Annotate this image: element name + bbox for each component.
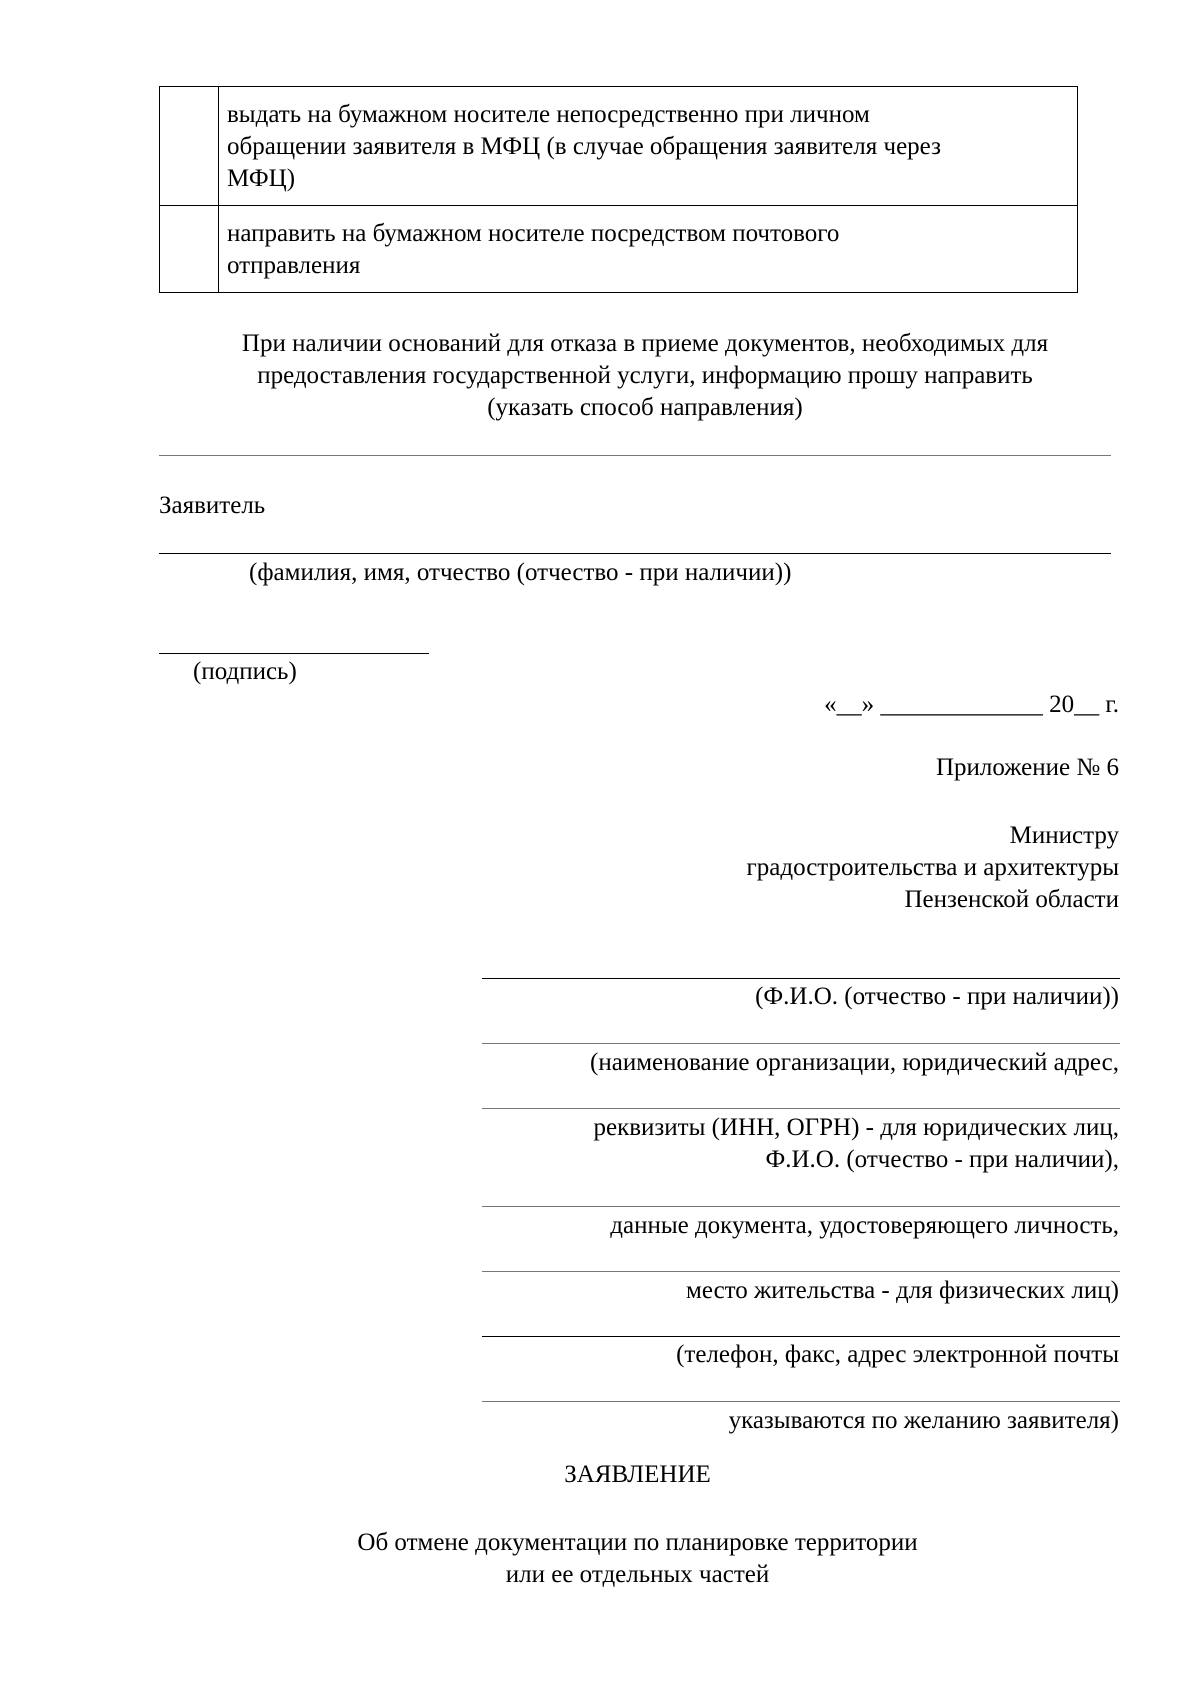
applicant-name-field[interactable] [159,553,1111,554]
delivery-options-table [159,86,1078,293]
identity-document-hint: данные документа, удостоверяющего личность, [610,1212,1119,1239]
requisites-hint: реквизиты (ИНН, ОГРН) - для юридических лиц, [593,1114,1119,1141]
contacts-field[interactable] [482,1336,1120,1337]
refusal-notice-line: При наличии оснований для отказа в приеме документов, необходимых для [241,330,1049,357]
table-row [160,206,1078,293]
optional-contacts-hint: указываются по желанию заявителя) [728,1407,1119,1434]
statement-title: ЗАЯВЛЕНИЕ [564,1461,711,1488]
applicant-label: Заявитель [159,492,266,519]
table-row [160,87,1078,206]
organization-field[interactable] [482,1043,1120,1044]
appendix-title: Приложение № 6 [935,754,1119,781]
signature-field[interactable] [159,653,429,654]
addressee-line: Министру [1009,822,1119,849]
option-text-line: обращении заявителя в МФЦ (в случае обращения заявителя через [227,133,941,160]
contacts-hint: (телефон, факс, адрес электронной почты [676,1341,1119,1368]
applicant-name-hint: (фамилия, имя, отчество (отчество - при наличии)) [249,559,792,586]
residence-field[interactable] [482,1271,1120,1272]
refusal-notice-line: предоставления государственной услуги, информацию прошу направить [257,362,1033,389]
refusal-notice-hint: (указать способ направления) [487,394,803,421]
date-line: «__» _____________ 20__ г. [824,691,1119,718]
requisites-hint-cont: Ф.И.О. (отчество - при наличии), [765,1146,1119,1173]
residence-hint: место жительства - для физических лиц) [686,1277,1119,1304]
option-text-mfc [219,87,1078,206]
statement-subject-line: Об отмене документации по планировке территории [357,1529,918,1556]
organization-hint: (наименование организации, юридический адрес, [590,1049,1119,1076]
option-text-line: отправления [227,252,361,279]
identity-document-field[interactable] [482,1206,1120,1207]
fio-hint: (Ф.И.О. (отчество - при наличии)) [755,983,1119,1010]
refusal-method-field[interactable] [159,455,1111,456]
statement-subject-line: или ее отдельных частей [505,1561,770,1588]
optional-contacts-field[interactable] [482,1401,1120,1402]
addressee-line: градостроительства и архитектуры [746,854,1119,881]
option-text-line: направить на бумажном носителе посредством почтового [227,220,840,247]
option-text-line: выдать на бумажном носителе непосредственно при личном [227,101,870,128]
option-text-post [219,206,1078,293]
option-text-line: МФЦ) [227,165,296,192]
fio-field[interactable] [482,978,1120,979]
requisites-field[interactable] [482,1108,1120,1109]
option-checkbox-mfc[interactable] [160,87,219,206]
addressee-line: Пензенской области [904,886,1119,913]
signature-hint: (подпись) [193,658,297,685]
option-checkbox-post[interactable] [160,206,219,293]
